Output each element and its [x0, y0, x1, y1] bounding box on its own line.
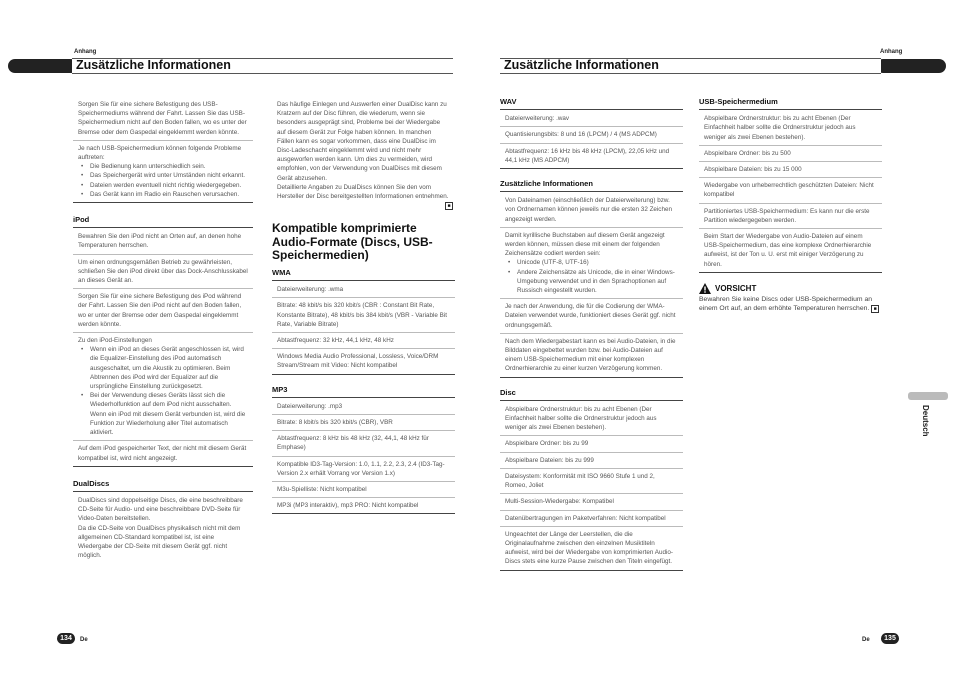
mp3-row: M3u-Spielliste: Nicht kompatibel — [272, 482, 455, 498]
zi-box: Nach dem Wiedergabestart kann es bei Audio-Dateien, in die Bilddaten eingebettet wurden bzw. bei Audio-Dateien auf einem USB-Speichermedium mit einer komplexen Ordnerhierarchie zu einer kurzen Verzögerung kommen. — [500, 334, 683, 378]
usb-row: Abspielbare Ordner: bis zu 500 — [699, 146, 882, 162]
disc-row: Abspielbare Ordnerstruktur: bis zu acht Ebenen (Der Einfachheit halber sollte die Ordnerstruktur jedoch aus weniger als zwei Ebenen bestehen). — [500, 402, 683, 437]
zi-heading: Zusätzliche Informationen — [500, 179, 683, 192]
ipod-box: Sorgen Sie für eine sichere Befestigung des iPod während der Fahrt. Lassen Sie den iPod nicht auf den Boden fallen, wo er unter der Bremse oder dem Gaspedal eingeklemmt werden könnte. — [73, 289, 253, 333]
wma-row: Dateierweiterung: .wma — [272, 282, 455, 298]
title-bar-right — [500, 58, 881, 74]
wav-heading: WAV — [500, 97, 683, 110]
list-item: • Das Gerät kann im Radio ein Rauschen verursachen. — [90, 190, 248, 199]
mp3-row: Bitrate: 8 kbit/s bis 320 kbit/s (CBR), VBR — [272, 415, 455, 431]
wma-row: Bitrate: 48 kbit/s bis 320 kbit/s (CBR : Constant Bit Rate, Konstante Bitrate), 48 kbit/s bis 384 kbit/s (VBR - Variable Bit Rate, Variable Bitrate) — [272, 298, 455, 333]
usb-secure-box — [73, 97, 253, 141]
usb-row: Wiedergabe von urheberrechtlich geschützten Dateien: Nicht kompatibel — [699, 178, 882, 203]
page-number-left: 134 — [57, 633, 75, 644]
wma-row: Windows Media Audio Professional, Lossless, Voice/DRM Stream/Stream mit Video: Nicht kompatibel — [272, 349, 455, 374]
dualdisc-cont-text: Das häufige Einlegen und Auswerfen einer DualDisc kann zu Kratzern auf der Disc führen, die wiederum, wenn sie besonders ausgeprägt sind, Probleme bei der Wiedergabe auf diesem Gerät zur Folge haben können. In manchen Fällen kann es sogar vorkommen, dass eine DualDisc im Disc-Ladeschacht eingeklemmt wird und nicht mehr ausgeworfen werden kann. Um dies zu vermeiden, wird empfohlen, von der Verwendung von DualDiscs mit diesem Gerät abzusehen. — [277, 101, 447, 182]
dualdisc-box — [73, 493, 253, 563]
usb-problems-list — [78, 162, 248, 199]
lang-label-right: De — [862, 637, 870, 643]
wma-heading: WMA — [272, 268, 455, 281]
header-pill-left — [8, 59, 78, 73]
dualdisc-cont-box — [272, 97, 455, 201]
list-item: • Bei der Verwendung dieses Geräts lässt sich die Wiederholfunktion auf dem iPod nicht ausschalten. Wenn ein iPod mit diesem Gerät verbunden ist, wird die Funktion zur Wiederholung aller Titel automatisch aktiviert. — [90, 391, 248, 437]
usb-problems-intro: Je nach USB-Speichermedium können folgende Probleme auftreten: — [78, 144, 242, 162]
zi-box — [500, 228, 683, 299]
dualdisc-text-1: DualDiscs sind doppelseitige Discs, die eine beschreibbare CD-Seite für Audio- und eine beschreibbare DVD-Seite für Video-Daten bereitstellen. — [78, 496, 243, 523]
disc-row: Ungeachtet der Länge der Leerstellen, die die Originalaufnahme zwischen den einzelnen Musiktiteln aufweist, wird bei der Wiedergabe von komprimierten Audio-Discs stets eine kurze Pause zwischen den Titeln eingefügt. — [500, 527, 683, 571]
caution-title: VORSICHT — [715, 283, 757, 293]
ipod-box: Um einen ordnungsgemäßen Betrieb zu gewährleisten, schließen Sie den iPod direkt über das Dock-Anschlusskabel an dieses Gerät an. — [73, 255, 253, 290]
ipod-text-box: Auf dem iPod gespeicherter Text, der nicht mit diesem Gerät kompatibel ist, wird nicht angezeigt. — [73, 441, 253, 466]
usb-row: Partitioniertes USB-Speichermedium: Es kann nur die erste Partition wiedergegeben werden. — [699, 204, 882, 229]
usb-row: Beim Start der Wiedergabe von Audio-Dateien auf einem USB-Speichermedium, das eine komplexe Ordnerhierarchie aufweist, ist der Ton u. U. erst mit einiger Verzögerung zu hören. — [699, 229, 882, 273]
list-item: • Das Speichergerät wird unter Umständen nicht erkannt. — [90, 171, 248, 180]
left-column-2 — [272, 97, 455, 514]
zi-box: Je nach der Anwendung, die für die Codierung der WMA-Dateien verwendet wurde, funktioniert dieses Gerät ggf. nicht ordnungsgemäß. — [500, 299, 683, 334]
mp3-row: Abtastfrequenz: 8 kHz bis 48 kHz (32, 44,1, 48 kHz für Emphase) — [272, 431, 455, 456]
side-tab-label: Deutsch — [921, 405, 930, 437]
disc-row: Dateisystem: Konformität mit ISO 9660 Stufe 1 und 2, Romeo, Joliet — [500, 469, 683, 494]
caution-header — [699, 283, 882, 294]
usb-problems-box — [73, 141, 253, 203]
formats-heading: Kompatible komprimierte Audio-Formate (Discs, USB-Speichermedien) — [272, 221, 433, 263]
dualdisc-heading: DualDiscs — [73, 479, 253, 492]
lang-label-left: De — [80, 637, 88, 643]
ipod-heading: iPod — [73, 215, 253, 228]
right-column-1 — [500, 97, 683, 571]
page-title-left: Zusätzliche Informationen — [76, 58, 231, 72]
zi-charset-list — [505, 258, 678, 295]
side-tab — [908, 392, 948, 400]
usb-heading: USB-Speichermedium — [699, 97, 882, 110]
wav-row: Quantisierungsbits: 8 und 16 (LPCM) / 4 (MS ADPCM) — [500, 127, 683, 143]
usb-row: Abspielbare Dateien: bis zu 15 000 — [699, 162, 882, 178]
warning-icon — [699, 283, 711, 294]
title-bar-left — [72, 58, 453, 74]
disc-row: Abspielbare Ordner: bis zu 99 — [500, 436, 683, 452]
list-item: • Die Bedienung kann unterschiedlich sein. — [90, 162, 248, 171]
left-column-1 — [73, 97, 253, 563]
list-item: • Andere Zeichensätze als Unicode, die in einer Windows-Umgebung verwendet und in den Sprachoptionen auf Russisch eingestellt wurden. — [517, 268, 678, 296]
disc-heading: Disc — [500, 388, 683, 401]
wma-row: Abtastfrequenz: 32 kHz, 44,1 kHz, 48 kHz — [272, 333, 455, 349]
mp3-heading: MP3 — [272, 385, 455, 398]
end-mark-icon: ■ — [445, 202, 453, 210]
dualdisc-details-text: Detaillierte Angaben zu DualDiscs können Sie den vom Hersteller der Disc bereitgestellten Informationen entnehmen. — [277, 183, 449, 201]
mp3-row: MP3i (MP3 interaktiv), mp3 PRO: Nicht kompatibel — [272, 498, 455, 514]
list-item: • Dateien werden eventuell nicht richtig wiedergegeben. — [90, 181, 248, 190]
ipod-box: Bewahren Sie den iPod nicht an Orten auf, an denen hohe Temperaturen herrschen. — [73, 229, 253, 254]
disc-row: Abspielbare Dateien: bis zu 999 — [500, 453, 683, 469]
wav-row: Dateierweiterung: .wav — [500, 111, 683, 127]
usb-row: Abspielbare Ordnerstruktur: bis zu acht Ebenen (Der Einfachheit halber sollte die Ordnerstruktur jedoch aus weniger als zwei Ebenen bestehen). — [699, 111, 882, 146]
mp3-row: Dateierweiterung: .mp3 — [272, 399, 455, 415]
list-item: • Unicode (UTF-8, UTF-16) — [517, 258, 678, 267]
section-label-left: Anhang — [74, 49, 97, 55]
section-label-right: Anhang — [880, 49, 903, 55]
disc-row: Multi-Session-Wiedergabe: Kompatibel — [500, 494, 683, 510]
right-column-2 — [699, 97, 882, 314]
mp3-row: Kompatible ID3-Tag-Version: 1.0, 1.1, 2.2, 2.3, 2.4 (ID3-Tag-Version 2.x erhält Vorrang vor Version 1.x) — [272, 457, 455, 482]
wav-row: Abtastfrequenz: 16 kHz bis 48 kHz (LPCM), 22,05 kHz und 44,1 kHz (MS ADPCM) — [500, 144, 683, 169]
dualdisc-text-2: Da die CD-Seite von DualDiscs physikalisch nicht mit dem allgemeinen CD-Standard kompatibel ist, ist eine Wiedergabe der CD-Seite mit diesem Gerät ggf. nicht möglich. — [78, 524, 241, 560]
disc-row: Datenübertragungen im Paketverfahren: Nicht kompatibel — [500, 511, 683, 527]
usb-secure-text: Sorgen Sie für eine sichere Befestigung des USB-Speichermediums während der Fahrt. Lassen Sie das USB-Speichermedium nicht auf den Boden fallen, wo es unter der Bremse oder dem Gaspedal eingeklemmt werden könnte. — [78, 101, 247, 136]
page-number-right: 135 — [881, 633, 899, 644]
page-title-right: Zusätzliche Informationen — [504, 58, 659, 72]
ipod-settings-box — [73, 333, 253, 441]
list-item: • Wenn ein iPod an dieses Gerät angeschlossen ist, wird die Equalizer-Einstellung des iPod automatisch ausgeschaltet, um die Akustik zu optimieren. Beim Abtrennen des iPod wird der Equalizer auf die ursprüngliche Einstellung zurückgesetzt. — [90, 345, 248, 391]
caution-text: Bewahren Sie keine Discs oder USB-Speichermedium an einem Ort auf, an dem erhöhte Temperaturen herrschen. — [699, 295, 873, 313]
zi-box: Von Dateinamen (einschließlich der Dateierweiterung) bzw. von Ordnernamen können jeweils nur die ersten 32 Zeichen angezeigt werden. — [500, 193, 683, 228]
header-pill-right — [876, 59, 946, 73]
caution-body — [699, 295, 882, 314]
ipod-settings-list — [78, 345, 248, 437]
ipod-settings-intro: Zu den iPod-Einstellungen — [78, 337, 152, 345]
zi-charset-intro: Damit kyrillische Buchstaben auf diesem Gerät angezeigt werden können, müssen diese mit einem der folgenden Zeichensätze codiert werden sein: — [505, 231, 665, 258]
end-mark-icon: ■ — [871, 305, 879, 313]
